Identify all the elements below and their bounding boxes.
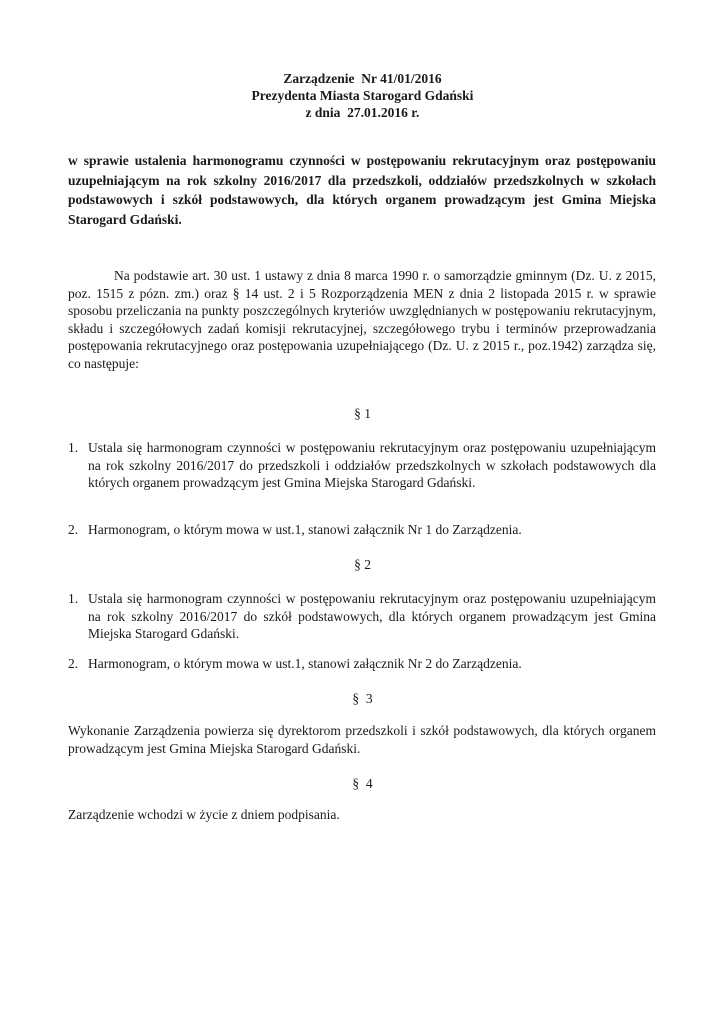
- item-number: 1.: [68, 440, 79, 455]
- section-2-item-2: [68, 655, 656, 673]
- item-number: 2.: [68, 522, 79, 537]
- section-4-text: Zarządzenie wchodzi w życie z dniem podpisania.: [68, 807, 340, 822]
- section-3-text: Wykonanie Zarządzenia powierza się dyrektorom przedszkoli i szkół podstawowych, dla których organem prowadzącym jest Gmina Miejska Starogard Gdański.: [68, 723, 656, 756]
- item-number: 2.: [68, 656, 79, 671]
- section-3-heading: § 3: [352, 691, 373, 706]
- item-number: 1.: [68, 591, 79, 606]
- section-1-item-1: [68, 439, 656, 492]
- item-text: Ustala się harmonogram czynności w postępowaniu rekrutacyjnym oraz postępowaniu uzupełniającym na rok szkolny 2016/2017 do szkół podstawowych, dla których organem prowadzącym jest Gmina Miejska Starogard Gdański.: [88, 591, 656, 641]
- section-2-heading: § 2: [354, 557, 371, 572]
- document-header: [0, 70, 725, 121]
- issuer: Prezydenta Miasta Starogard Gdański: [251, 88, 474, 103]
- section-2-item-1: [68, 590, 656, 643]
- item-text: Harmonogram, o którym mowa w ust.1, stanowi załącznik Nr 1 do Zarządzenia.: [88, 522, 522, 537]
- section-4-heading: § 4: [352, 776, 373, 791]
- ordinance-date: z dnia 27.01.2016 r.: [305, 105, 420, 120]
- item-text: Harmonogram, o którym mowa w ust.1, stanowi załącznik Nr 2 do Zarządzenia.: [88, 656, 522, 671]
- section-1-item-2: [68, 521, 656, 539]
- legal-basis: Na podstawie art. 30 ust. 1 ustawy z dnia 8 marca 1990 r. o samorządzie gminnym (Dz. U. z 2015, poz. 1515 z pózn. zm.) oraz § 14 ust. 2 i 5 Rozporządzenia MEN z dnia 2 listopada 2015 r. w sprawie sposobu przeliczania na punkty poszczególnych kryteriów uwzględnianych w postępowaniu rekrutacyjnym, składu i szczegółowych zadań komisji rekrutacyjnej, szczegółowego trybu i terminów przeprowadzania postępowania rekrutacyjnego oraz postępowania uzupełniającego (Dz. U. z 2015 r., poz.1942) zarządza się, co następuje:: [68, 268, 656, 371]
- ordinance-subject: w sprawie ustalenia harmonogramu czynności w postępowaniu rekrutacyjnym oraz postępowaniu uzupełniającym na rok szkolny 2016/2017 dla przedszkoli, oddziałów przedszkolnych w szkołach podstawowych i szkół podstawowych, dla których organem prowadzącym jest Gmina Miejska Starogard Gdański.: [68, 153, 656, 227]
- item-text: Ustala się harmonogram czynności w postępowaniu rekrutacyjnym oraz postępowaniu uzupełniającym na rok szkolny 2016/2017 do przedszkoli i oddziałów przedszkolnych w szkołach podstawowych dla których organem prowadzącym jest Gmina Miejska Starogard Gdański.: [88, 440, 656, 490]
- ordinance-number: Zarządzenie Nr 41/01/2016: [283, 71, 442, 86]
- section-1-heading: § 1: [354, 406, 371, 421]
